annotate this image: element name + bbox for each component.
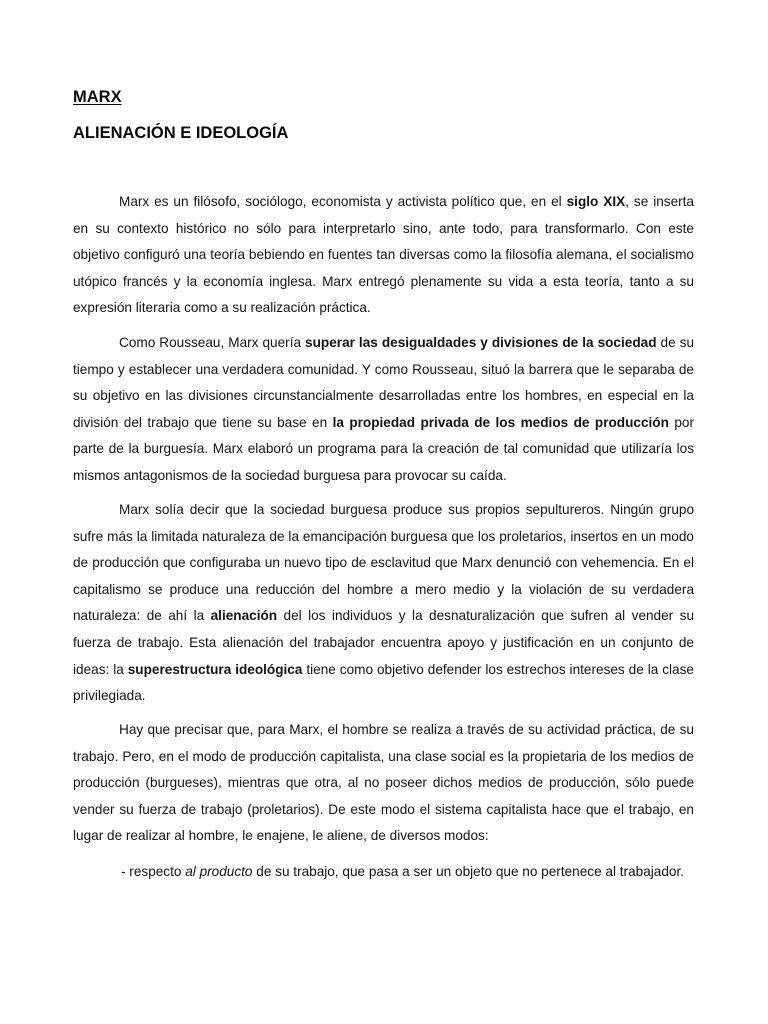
text-run: por parte de la burguesía. Marx elaboró un programa para la creación de tal comunidad que utilizaría los mismos antagonismos de la sociedad burguesa para provocar su caída. — [73, 414, 694, 483]
text-run: de su trabajo, que pasa a ser un objeto que no pertenece al trabajador. — [252, 864, 685, 879]
document-title: MARX — [73, 88, 122, 106]
bold-text: alienación — [210, 608, 278, 624]
text-run: Marx solía decir que la sociedad burguesa produce sus propios sepultureros. Ningún grupo sufre más la limitada naturaleza de la emancipación burguesa que los proletarios, insertos en un modo de producción que configuraba un nuevo tipo de esclavitud que Marx denunció con vehemencia. En el capitalismo se produce una reducción del hombre a mero medio y la violación de su verdadera naturaleza: de ahí la — [73, 502, 694, 624]
bold-text: superestructura ideológica — [127, 661, 303, 677]
text-run: de su tiempo y establecer una verdadera comunidad. Y como Rousseau, situó la barrera que le separaba de su objetivo en las divisiones circunstancialmente desarrolladas entre los hombres, en especial en la división del trabajo que tiene su base en — [73, 335, 694, 430]
text-run: Marx es un filósofo, sociólogo, economista y activista político que, en el — [119, 194, 567, 209]
italic-text: al producto — [185, 864, 253, 879]
paragraph — [73, 189, 694, 322]
document-subtitle: ALIENACIÓN E IDEOLOGÍA — [73, 124, 289, 142]
text-run: , se inserta en su contexto histórico no sólo para interpretarlo sino, ante todo, para transformarlo. Con este objetivo configuró una teoría bebiendo en fuentes tan diversas como la filosofía alemana, el socialismo utópico francés y la economía inglesa. Marx entregó plenamente su vida a esta teoría, tanto a su expresión literaria como a su realización práctica. — [73, 194, 694, 316]
paragraph — [73, 497, 694, 710]
bold-text: superar las desigualdades y divisiones de la sociedad — [305, 335, 657, 350]
paragraph — [73, 717, 694, 850]
paragraph — [73, 330, 694, 490]
text-run: Como Rousseau, Marx quería — [119, 335, 306, 350]
paragraph-list-item — [73, 859, 694, 886]
text-run: tiene como objetivo defender los estrechos intereses de la clase privilegiada. — [73, 661, 694, 704]
bold-text: la propiedad privada de los medios de producción — [332, 414, 669, 430]
bold-text: siglo XIX — [566, 194, 626, 209]
text-run: - respecto — [121, 864, 186, 879]
text-run: Hay que precisar que, para Marx, el hombre se realiza a través de su actividad práctica, de su trabajo. Pero, en el modo de producción capitalista, una clase social es la propietaria de los medios de producción (burgueses), mientras que otra, al no poseer dichos medios de producción, sólo puede vender su fuerza de trabajo (proletarios). De este modo el sistema capitalista hace que el trabajo, en lugar de realizar al hombre, le enajene, le aliene, de diversos modos: — [73, 722, 694, 844]
text-run: del los individuos y la desnaturalización que sufren al vender su fuerza de trabajo. Esta alienación del trabajador encuentra apoyo y justificación en un conjunto de ideas: la — [73, 608, 695, 677]
